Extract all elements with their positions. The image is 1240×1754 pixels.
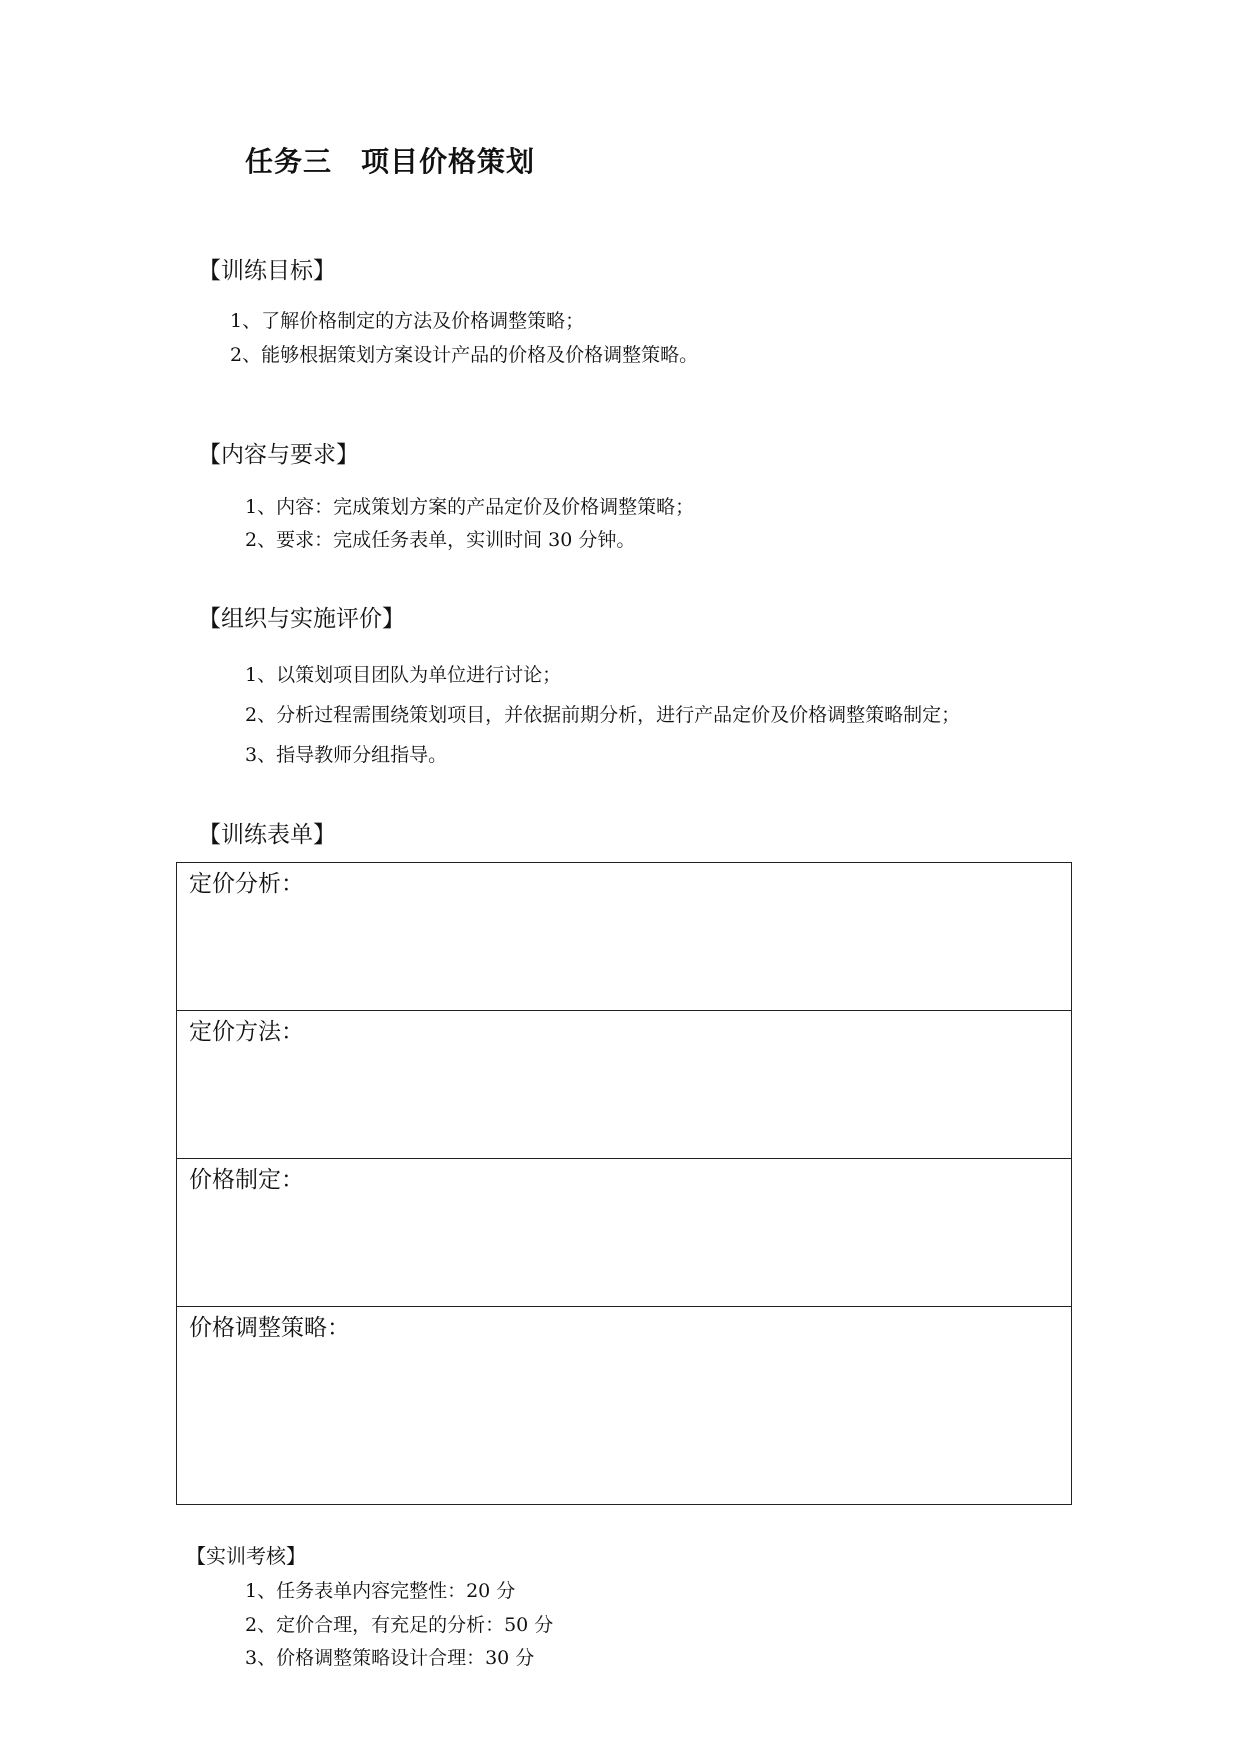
form-heading: 【训练表单】 xyxy=(198,822,336,848)
assessment-item: 1、任务表单内容完整性：20 分 xyxy=(245,1580,516,1602)
organization-item: 3、指导教师分组指导。 xyxy=(245,744,448,766)
organization-item: 1、以策划项目团队为单位进行讨论； xyxy=(245,664,562,686)
training-form-table xyxy=(176,862,1072,1505)
form-row-pricing-analysis[interactable] xyxy=(177,863,1071,1011)
content-item: 1、内容：完成策划方案的产品定价及价格调整策略； xyxy=(245,496,695,518)
page-title: 任务三 项目价格策划 xyxy=(245,145,536,178)
form-row-pricing-method[interactable] xyxy=(177,1011,1071,1159)
objectives-heading: 【训练目标】 xyxy=(198,258,336,284)
form-label: 价格制定： xyxy=(189,1167,304,1193)
content-heading: 【内容与要求】 xyxy=(198,442,359,468)
form-label: 价格调整策略： xyxy=(189,1315,350,1341)
form-label: 定价方法： xyxy=(189,1019,304,1045)
assessment-heading: 【实训考核】 xyxy=(186,1544,306,1568)
organization-heading: 【组织与实施评价】 xyxy=(198,606,405,632)
form-label: 定价分析： xyxy=(189,871,304,897)
assessment-item: 3、价格调整策略设计合理：30 分 xyxy=(245,1647,535,1669)
organization-item: 2、分析过程需围绕策划项目，并依据前期分析，进行产品定价及价格调整策略制定； xyxy=(245,704,961,726)
objective-item: 2、能够根据策划方案设计产品的价格及价格调整策略。 xyxy=(230,344,699,366)
assessment-item: 2、定价合理，有充足的分析：50 分 xyxy=(245,1614,554,1636)
form-row-price-adjustment-strategy[interactable] xyxy=(177,1307,1071,1504)
objective-item: 1、了解价格制定的方法及价格调整策略； xyxy=(230,310,585,332)
form-row-price-setting[interactable] xyxy=(177,1159,1071,1307)
content-item: 2、要求：完成任务表单，实训时间 30 分钟。 xyxy=(245,529,636,551)
